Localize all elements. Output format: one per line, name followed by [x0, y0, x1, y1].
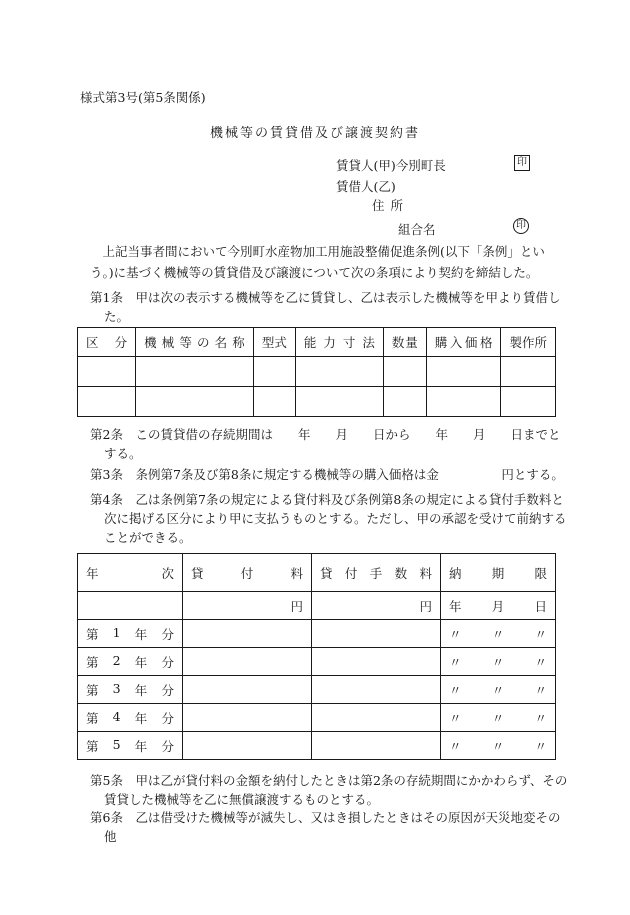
document-title: 機械等の賃貸借及び譲渡契約書 [209, 126, 420, 141]
lessee-line: 賃借人(乙) [336, 179, 396, 194]
table-header-row [78, 328, 556, 357]
union-name-label: 組合名 [398, 222, 436, 237]
col-manufacturer: 製 作 所 [509, 335, 547, 350]
intro-paragraph: 上記当事者間において今別町水産物加工用施設整備促進条例(以下「条例」という。)に基づく機械等の賃貸借及び譲渡について次の条項により契約を締結した。 [90, 244, 545, 280]
article-5: 第5条 甲は乙が貸付料の金額を納付したときは第2条の存続期間にかかわらず、その賃貸した機械等を乙に無償譲渡するものとする。 [90, 773, 568, 807]
seal-mark-round: 印 [513, 218, 529, 234]
col-year: 年 次 [86, 565, 174, 581]
table-header-row [78, 554, 556, 592]
col-model: 型 式 [261, 335, 287, 350]
article-1: 第1条 甲は次の表示する機械等を乙に賃貸し、乙は表示した機械等を甲より賃借した。 [90, 290, 561, 324]
table-row: 第 3 年 分 〃 〃 〃 [78, 676, 556, 704]
article-2: 第2条 この賃貸借の存続期間は 年 月 日から 年 月 日までとする。 [90, 427, 561, 461]
col-machine-name: 機 械 等 の 名 称 [144, 335, 245, 350]
date-unit: 年 月 日 [449, 598, 547, 614]
article-4: 第4条 乙は条例第7条の規定による貸付料及び条例第8条の規定による貸付手数料と次に掲げる区分により甲に支払うものとする。ただし、甲の承認を受けて前納することができる。 [90, 492, 567, 545]
table-row: 第 5 年 分 〃 〃 〃 [78, 732, 556, 760]
table-row [78, 387, 556, 417]
col-price: 購 入 価 格 [434, 335, 493, 350]
table-row: 第 4 年 分 〃 〃 〃 [78, 704, 556, 732]
article-6: 第6条 乙は借受けた機械等が滅失し、又はき損したときはその原因が天災地変その他 [90, 810, 561, 844]
col-commission: 貸 付 手 数 料 [320, 565, 432, 581]
payment-schedule-table [77, 553, 556, 760]
col-capacity: 能 力 寸 法 [303, 335, 375, 350]
col-quantity: 数 量 [391, 335, 418, 350]
address-label: 住所 [372, 198, 410, 213]
col-category: 区 分 [86, 335, 128, 350]
article-3: 第3条 条例第7条及び第8条に規定する機械等の購入価格は金 円とする。 [90, 467, 564, 482]
table-row: 第 2 年 分 〃 〃 〃 [78, 648, 556, 676]
col-due-date: 納 期 限 [449, 565, 547, 581]
table-row: 第 1 年 分 〃 〃 〃 [78, 620, 556, 648]
seal-mark: 印 [514, 155, 530, 171]
unit-row [78, 592, 556, 620]
yen-unit: 円 [312, 592, 441, 620]
table-row [78, 357, 556, 387]
form-number: 様式第3号(第5条関係) [80, 90, 206, 105]
lessor-line: 賃貸人(甲)今別町長 [336, 158, 446, 173]
yen-unit: 円 [183, 592, 312, 620]
machinery-table [77, 327, 556, 417]
col-loan-fee: 貸 付 料 [191, 565, 303, 581]
